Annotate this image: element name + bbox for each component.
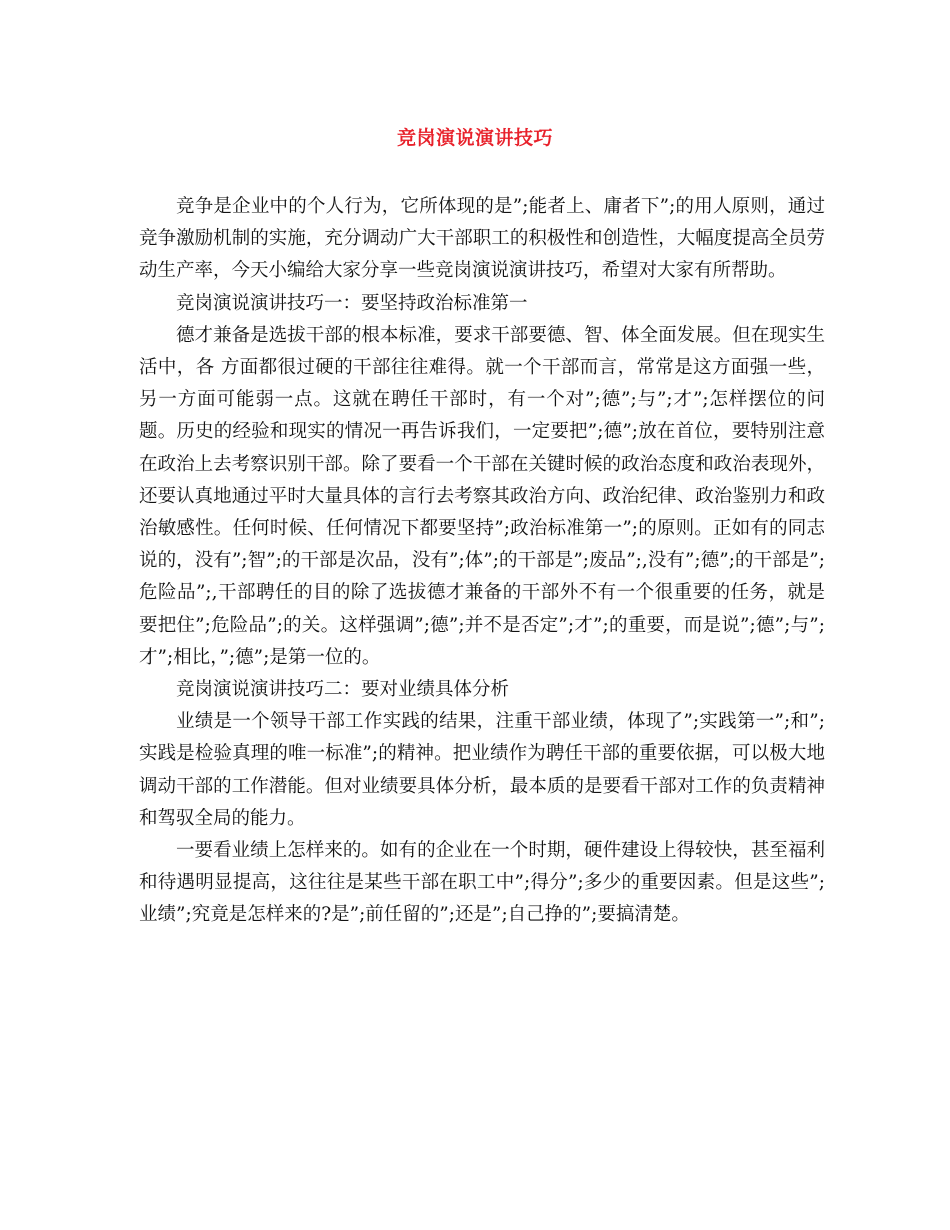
document-body [139, 191, 825, 932]
document-title: 竞岗演说演讲技巧 [396, 127, 553, 149]
paragraph-1: 德才兼备是选拔干部的根本标准，要求干部要德、智、体全面发展。但在现实生活中，各 方面都很过硬的干部往往难得。就一个干部而言，常常是这方面强一些，另一方面可能弱一点。这就在聘任干部时，有一个对”;德”;与”;才”;怎样摆位的问题。历史的经验和现实的情况一再告诉我们，一定要把”;德”;放在首位，要特别注意在政治上去考察识别干部。除了要看一个干部在关键时候的政治态度和政治表现外，还要认真地通过平时大量具体的言行去考察其政治方向、政治纪律、政治鉴别力和政治敏感性。任何时候、任何情况下都要坚持”;政治标准第一”;的原则。正如有的同志说的，没有”;智”;的干部是次品，没有”;体”;的干部是”;废品”;,没有”;德”;的干部是”;危险品”;,干部聘任的目的除了选拔德才兼备的干部外不有一个很重要的任务，就是要把住”;危险品”;的关。这样强调”;德”;并不是否定”;才”;的重要，而是说”;德”;与”;才”;相比，”;德”;是第一位的。 [139, 324, 825, 668]
section-heading-1: 竞岗演说演讲技巧一：要坚持政治标准第一 [176, 292, 528, 314]
paragraph-intro: 竞争是企业中的个人行为，它所体现的是”;能者上、庸者下”;的用人原则，通过竞争激励机制的实施，充分调动广大干部职工的积极性和创造性，大幅度提高全员劳动生产率，今天小编给大家分享一些竞岗演说演讲技巧，希望对大家有所帮助。 [139, 196, 825, 282]
section-heading-2: 竞岗演说演讲技巧二：要对业绩具体分析 [176, 679, 510, 701]
paragraph-2: 业绩是一个领导干部工作实践的结果，注重干部业绩，体现了”;实践第一”;和”;实践是检验真理的唯一标准”;的精神。把业绩作为聘任干部的重要依据，可以极大地调动干部的工作潜能。但对业绩要具体分析，最本质的是要看干部对工作的负责精神和驾驭全局的能力。 [139, 711, 825, 829]
paragraph-3: 一要看业绩上怎样来的。如有的企业在一个时期，硬件建设上得较快，甚至福利和待遇明显提高，这往往是某些干部在职工中”;得分”;多少的重要因素。但是这些”;业绩”;究竟是怎样来的?是”;前任留的”;还是”;自己挣的”;要搞清楚。 [139, 840, 825, 926]
